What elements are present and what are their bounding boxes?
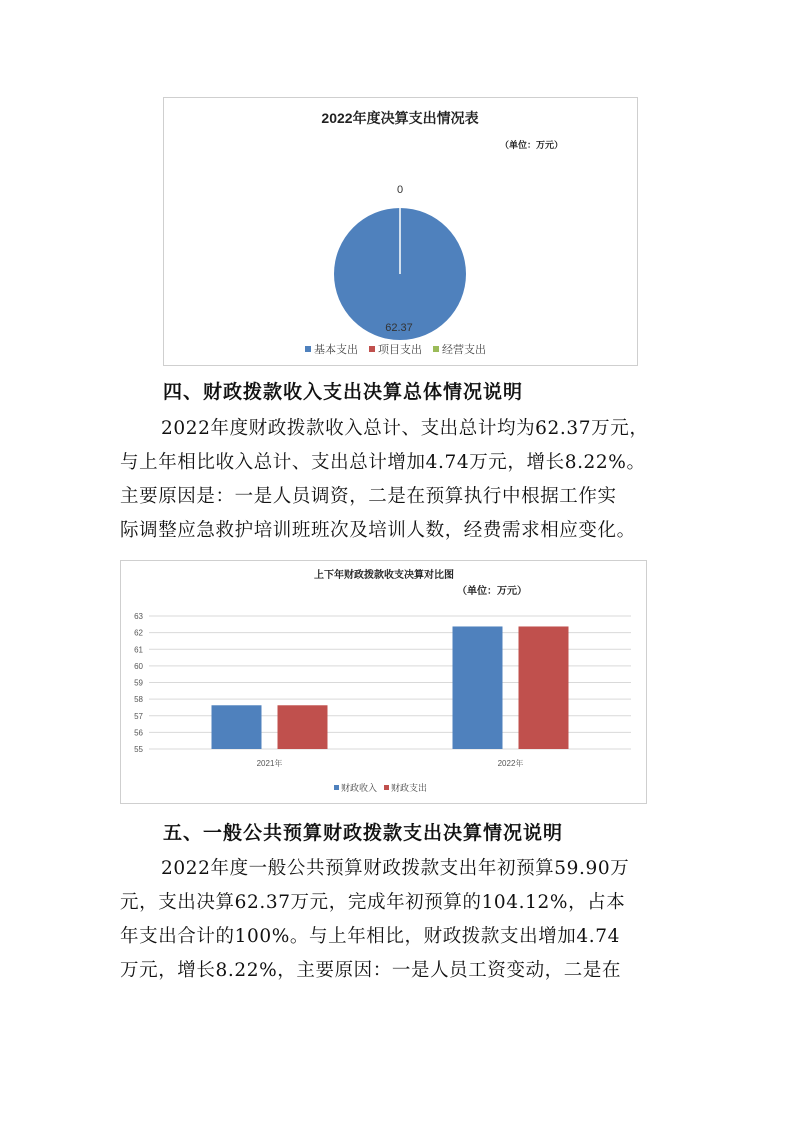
paragraph-line: 际调整应急救护培训班班次及培训人数，经费需求相应变化。 — [120, 520, 636, 541]
section-4-heading: 四、财政拨款收入支出决算总体情况说明 — [163, 381, 524, 403]
pie-data-label: 62.37 — [385, 322, 413, 334]
legend-label: 财政支出 — [391, 783, 428, 793]
pie-chart-unit: （单位：万元） — [500, 140, 564, 150]
x-tick-label: 2022年 — [497, 759, 524, 768]
bar-chart-unit: （单位：万元） — [457, 586, 527, 597]
paragraph-line: 主要原因是：一是人员调资，二是在预算执行中根据工作实 — [120, 486, 617, 507]
legend-swatch — [334, 785, 339, 790]
paragraph-line: 万元，增长8.22%，主要原因：一是人员工资变动，二是在 — [120, 960, 622, 981]
legend-label: 财政收入 — [341, 783, 378, 793]
legend-swatch — [369, 346, 375, 352]
y-tick-label: 56 — [134, 728, 143, 738]
bar — [519, 626, 569, 749]
y-tick-label: 57 — [134, 711, 143, 721]
bar-chart-frame — [120, 560, 647, 804]
x-tick-label: 2021年 — [256, 759, 283, 768]
pie-data-label: 0 — [396, 184, 404, 196]
pie-chart — [164, 98, 637, 365]
y-tick-label: 55 — [134, 745, 143, 754]
legend-swatch — [384, 785, 389, 790]
bar — [453, 626, 503, 749]
paragraph-line: 2022年度一般公共预算财政拨款支出年初预算59.90万 — [161, 858, 630, 879]
pie-chart-title: 2022年度决算支出情况表 — [321, 110, 479, 126]
bar — [212, 705, 262, 749]
y-tick-label: 58 — [134, 695, 143, 705]
paragraph-line: 元，支出决算62.37万元，完成年初预算的104.12%，占本 — [120, 892, 626, 913]
legend-swatch — [433, 346, 439, 352]
paragraph-line: 年支出合计的100%。与上年相比，财政拨款支出增加4.74 — [120, 926, 620, 947]
pie-chart-frame — [163, 97, 638, 366]
y-tick-label: 62 — [134, 628, 143, 638]
legend-label: 项目支出 — [378, 344, 422, 356]
section-4-paragraph — [120, 412, 680, 548]
legend-label: 基本支出 — [314, 344, 358, 356]
section-5-heading: 五、一般公共预算财政拨款支出决算情况说明 — [163, 822, 564, 844]
y-tick-label: 60 — [134, 661, 143, 671]
bar-chart — [121, 561, 646, 803]
legend-swatch — [305, 346, 311, 352]
legend-label: 经营支出 — [442, 344, 486, 356]
bar — [278, 705, 328, 749]
y-tick-label: 61 — [134, 645, 143, 655]
paragraph-line: 2022年度财政拨款收入总计、支出总计均为62.37万元， — [161, 418, 649, 439]
bar-chart-title: 上下年财政拨款收支决算对比图 — [314, 570, 454, 581]
y-tick-label: 59 — [134, 678, 143, 688]
paragraph-line: 与上年相比收入总计、支出总计增加4.74万元，增长8.22%。 — [120, 452, 646, 473]
y-tick-label: 63 — [134, 612, 143, 621]
section-5-paragraph — [120, 852, 680, 988]
